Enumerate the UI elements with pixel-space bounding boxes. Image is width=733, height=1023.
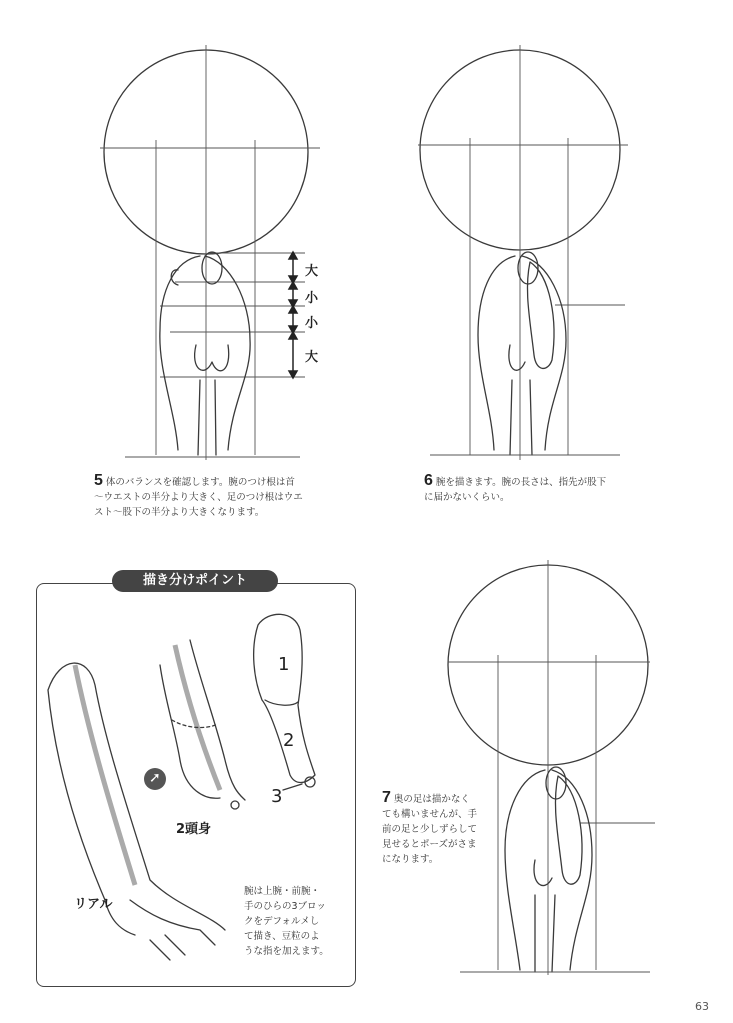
block-number-1: 1	[278, 654, 290, 675]
step-7-line5: になります。	[382, 854, 439, 865]
ratio-large-1: 大	[305, 264, 319, 279]
label-real: リアル	[74, 897, 113, 912]
fig7-body	[505, 770, 592, 970]
step-5-line2: 〜ウエストの半分より大きく、足のつけ根はウエ	[94, 492, 303, 503]
tips-note-line1: 腕は上腕・前腕・	[244, 886, 321, 897]
step-7-line1: 奥の足は描かなく	[393, 794, 470, 805]
step-5-line1: 体のバランスを確認します。腕のつけ根は首	[105, 477, 295, 488]
step-6-line1: 腕を描きます。腕の長さは、指先が股下	[435, 477, 607, 488]
block-number-3: 3	[271, 786, 283, 807]
tips-note-line2: 手のひらの3ブロッ	[244, 901, 326, 912]
step-5-number: 5	[94, 472, 103, 489]
block-number-2: 2	[283, 730, 295, 751]
step-7-line3: 前の足と少しずらして	[382, 824, 478, 835]
step-6-number: 6	[424, 472, 433, 489]
tips-note-line3: クをデフォルメし	[244, 916, 320, 927]
step-6-line2: に届かないくらい。	[424, 492, 510, 503]
label-2-head: 2頭身	[176, 822, 212, 837]
step-5-line3: スト〜股下の半分より大きくなります。	[94, 507, 265, 518]
tips-note-line4: て描き、豆粒のよ	[244, 931, 320, 942]
drawing-tips-title: 描き分けポイント	[112, 570, 278, 592]
ratio-small-1: 小	[305, 291, 319, 306]
tips-note-line5: うな指を加えます。	[244, 946, 329, 957]
step-7-caption	[382, 790, 502, 867]
step-7-line2: ても構いませんが、手	[382, 809, 478, 820]
fig7-legs	[534, 860, 555, 972]
transform-arrow-icon: ➚	[144, 768, 166, 790]
step-7-line4: 見せるとポーズがさま	[382, 839, 477, 850]
step-7-number: 7	[382, 789, 391, 806]
ratio-large-2: 大	[305, 350, 319, 365]
ratio-small-2: 小	[305, 316, 319, 331]
page-number: 63	[695, 1000, 709, 1013]
